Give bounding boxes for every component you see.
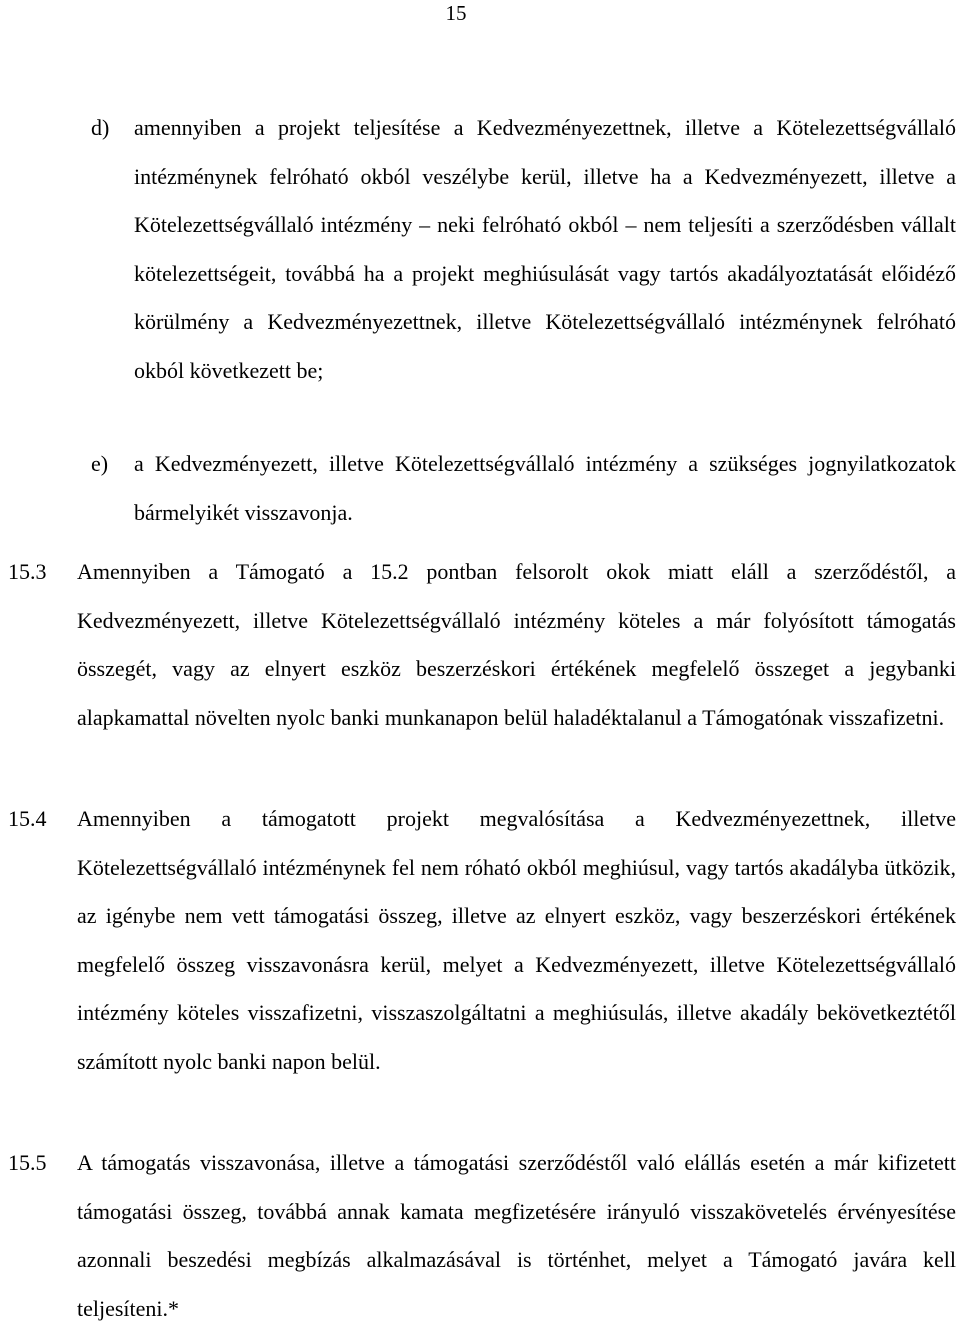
clause-15-3-number: 15.3 (8, 559, 47, 584)
clause-15-4-text: Amennyiben a támogatott projekt megvalósítása a Kedvezményezettnek, illetve Kötelezettségvállaló intézménynek fel nem róható okból meghiúsul, vagy tartós akadályba ütközik, az igénybe nem vett támogatási összeg, illetve az elnyert eszköz, vagy beszerzéskori értékének megfelelő összeg visszavonásra kerül, melyet a Kedvezményezett, illetve Kötelezettségvállaló intézmény köteles visszafizetni, visszaszolgáltatni a meghiúsulás, illetve akadály bekövetkeztétől számított nyolc banki napon belül. (77, 806, 956, 1074)
clause-15-3-text: Amennyiben a Támogató a 15.2 pontban felsorolt okok miatt eláll a szerződéstől, a Kedvezményezett, illetve Kötelezettségvállaló intézmény köteles a már folyósított támogatás összegét, vagy az elnyert eszköz beszerzéskori értékének megfelelő összeget a jegybanki alapkamattal növelten nyolc banki munkanapon belül haladéktalanul a Támogatónak visszafizetni. (77, 559, 956, 730)
item-d-text: amennyiben a projekt teljesítése a Kedvezményezettnek, illetve a Kötelezettségvállaló intézménynek felróható okból veszélybe kerül, illetve ha a Kedvezményezett, illetve a Kötelezettségvállaló intézmény – neki felróható okból – nem teljesíti a szerződésben vállalt kötelezettségeit, továbbá ha a projekt meghiúsulását vagy tartós akadályoztatását előidéző körülmény a Kedvezményezettnek, illetve Kötelezettségvállaló intézménynek felróható okból következett be; (134, 115, 956, 383)
clause-15-5-number: 15.5 (8, 1150, 47, 1175)
clause-15-4-number: 15.4 (8, 806, 47, 831)
item-e-marker: e) (91, 451, 109, 476)
clause-15-5-text: A támogatás visszavonása, illetve a támogatási szerződéstől való elállás esetén a már kifizetett támogatási összeg, továbbá annak kamata megfizetésére irányuló visszakövetelés érvényesítése azonnali beszedési megbízás alkalmazásával is történhet, melyet a Támogató javára kell teljesíteni.* (77, 1150, 956, 1321)
page-number: 15 (445, 1, 467, 25)
item-d-marker: d) (91, 115, 110, 140)
item-e-text: a Kedvezményezett, illetve Kötelezettségvállaló intézmény a szükséges jognyilatkozatok bármelyikét visszavonja. (134, 451, 956, 525)
